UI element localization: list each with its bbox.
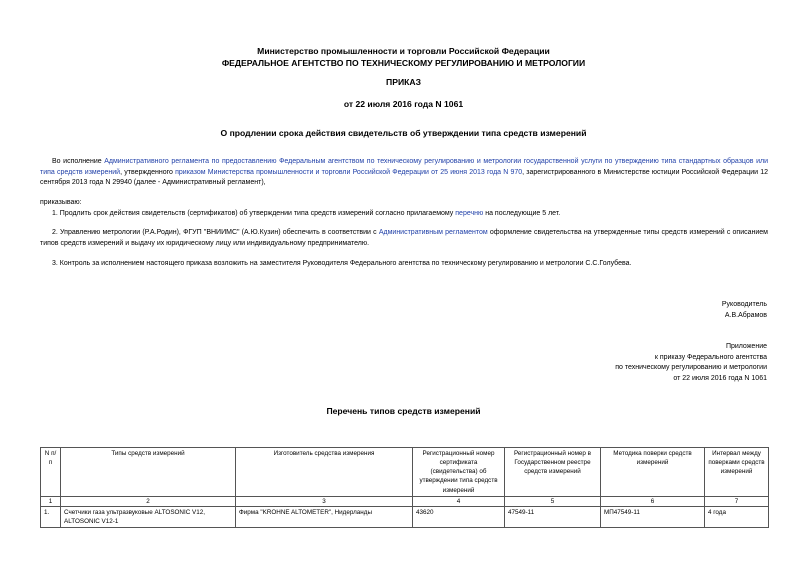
order-item-2 (40, 228, 768, 249)
admin-regulation-link[interactable]: Административного регламента по предоставлению Федеральным агентством по техническому регулированию и метрологии государственной услуги по утверждению типа стандартных образцов или типа средств измерений (40, 158, 768, 176)
cell-type: Счетчики газа ультразвуковые ALTOSONIC V12, ALTOSONIC V12-1 (61, 506, 236, 527)
agency-name: ФЕДЕРАЛЬНОЕ АГЕНТСТВО ПО ТЕХНИЧЕСКОМУ РЕГУЛИРОВАНИЮ И МЕТРОЛОГИИ (221, 57, 586, 68)
item-1-text-b: на последующие 5 лет. (483, 210, 561, 217)
col-number: 4 (413, 496, 505, 506)
col-header-registry-number: Регистрационный номер в Государственном реестре средств измерений (505, 448, 601, 497)
cell-cert-number: 43620 (413, 506, 505, 527)
cell-method: МП47549-11 (601, 506, 705, 527)
cell-num: 1. (41, 506, 61, 527)
document-header (0, 46, 807, 69)
intro-text-2: , утвержденного (120, 168, 176, 176)
col-number: 1 (41, 496, 61, 506)
signature-block (722, 300, 767, 321)
list-title: Перечень типов средств измерений (326, 406, 481, 416)
col-header-cert-number: Регистрационный номер сертификата (свидетельства) об утверждении типа средств измерений (413, 448, 505, 497)
signature-name: А.В.Абрамов (724, 311, 767, 319)
table-row (41, 506, 769, 527)
col-number: 3 (236, 496, 413, 506)
col-number: 2 (61, 496, 236, 506)
appendix-line-4: от 22 июля 2016 года N 1061 (673, 374, 767, 382)
item-3-text: 3. Контроль за исполнением настоящего приказа возложить на заместителя Руководителя Федерального агентства по техническому регулированию и метрологии С.С.Голубева. (52, 260, 632, 267)
cell-interval: 4 года (705, 506, 769, 527)
cell-registry-number: 47549-11 (505, 506, 601, 527)
col-number: 5 (505, 496, 601, 506)
intro-text-1: Во исполнение (52, 158, 105, 165)
col-header-num: N п/п (41, 448, 61, 497)
cell-manufacturer: Фирма "KROHNE ALTOMETER", Нидерланды (236, 506, 413, 527)
order-word: приказываю: (40, 199, 82, 206)
document-date: от 22 июля 2016 года N 1061 (343, 99, 464, 109)
appendix-line-2: к приказу Федерального агентства (654, 353, 767, 361)
item-2-text-a: 2. Управлению метрологии (Р.А.Родин), ФГУП "ВНИИМС" (А.Ю.Кузин) обеспечить в соответствии с (52, 229, 379, 236)
ministry-name: Министерство промышленности и торговли Российской Федерации (257, 46, 550, 56)
col-number: 6 (601, 496, 705, 506)
table-header-row (41, 448, 769, 497)
admin-regulation-link-2[interactable]: Административным регламентом (378, 229, 488, 236)
intro-paragraph (40, 157, 768, 189)
document-type: ПРИКАЗ (386, 77, 421, 87)
column-number-row (41, 496, 769, 506)
signature-title: Руководитель (721, 301, 767, 308)
col-header-manufacturer: Изготовитель средства измерения (236, 448, 413, 497)
list-link[interactable]: перечню (455, 210, 484, 217)
document-subject: О продлении срока действия свидетельств об утверждении типа средств измерений (220, 128, 587, 138)
order-item-3 (40, 259, 768, 270)
item-1-text-a: 1. Продлить срок действия свидетельств (сертификатов) об утверждении типа средств измерений согласно прилагаемому (52, 210, 456, 217)
item-2-text-b: оформление свидетельства на утвержденные типы средств измерений с описанием типов средств измерений и выдачу их юридическому лицу или индивидуальному предпринимателю. (40, 229, 768, 247)
col-header-interval: Интервал между поверками средств измерений (705, 448, 769, 497)
appendix-line-1: Приложение (725, 343, 767, 350)
instruments-table (40, 447, 769, 528)
order-item-1 (40, 209, 768, 220)
col-number: 7 (705, 496, 769, 506)
intro-text-3: , зарегистрированного в Министерстве юстиции Российской Федерации 12 сентября 2013 года N 29940 (далее - Административный регламент), (40, 168, 768, 186)
ministry-order-link[interactable]: приказом Министерства промышленности и торговли Российской Федерации от 25 июня 2013 года N 970 (175, 168, 523, 176)
col-header-method: Методика поверки средств измерений (601, 448, 705, 497)
appendix-line-3: по техническому регулированию и метрологии (615, 364, 767, 371)
appendix-block (615, 342, 767, 384)
col-header-type: Типы средств измерений (61, 448, 236, 497)
